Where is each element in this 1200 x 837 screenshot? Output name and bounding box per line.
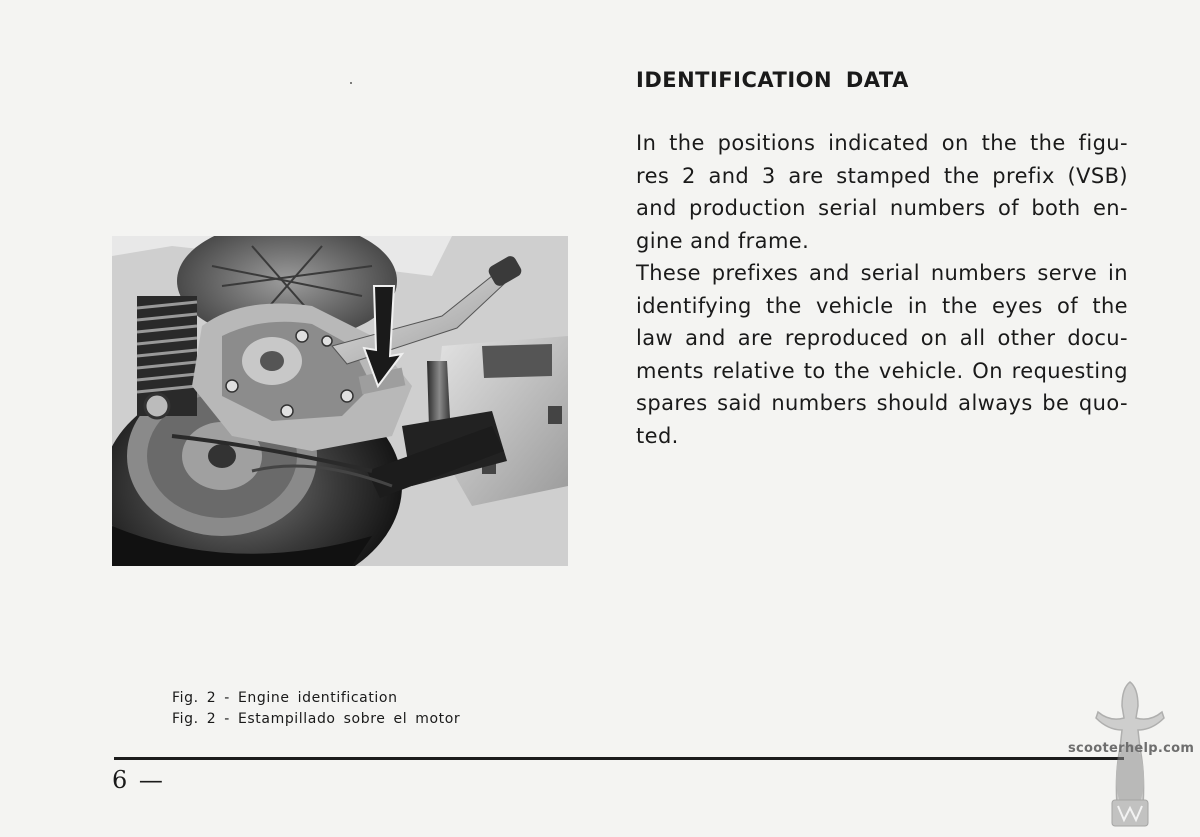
paragraph-line: These prefixes and serial numbers serve in <box>636 261 1128 285</box>
page-number: 6 — <box>112 766 165 794</box>
figure-captions <box>172 688 460 730</box>
paragraph-line: In the positions indicated on the the figu- <box>636 131 1128 155</box>
paragraph-line: and production serial numbers of both en- <box>636 196 1128 220</box>
identification-paragraph <box>636 127 1128 452</box>
engine-photo-icon <box>112 236 568 566</box>
paragraph-line: ted. <box>636 423 679 448</box>
watermark-text: scooterhelp.com <box>1068 741 1195 756</box>
paragraph-line: law and are reproduced on all other docu- <box>636 326 1128 350</box>
caption-spanish: Fig. 2 - Estampillado sobre el motor <box>172 711 461 727</box>
paragraph-line: ments relative to the vehicle. On requesting <box>636 358 1128 383</box>
paragraph-line: gine and frame. <box>636 228 810 253</box>
speck <box>350 82 352 84</box>
paragraph-line: identifying the vehicle in the eyes of the <box>636 293 1128 318</box>
paragraph-line: spares said numbers should always be quo- <box>636 391 1128 415</box>
footer-rule <box>114 757 1124 760</box>
caption-english: Fig. 2 - Engine identification <box>172 690 398 706</box>
paragraph-line: res 2 and 3 are stamped the prefix (VSB) <box>636 163 1128 188</box>
section-heading: IDENTIFICATION DATA <box>636 68 909 92</box>
